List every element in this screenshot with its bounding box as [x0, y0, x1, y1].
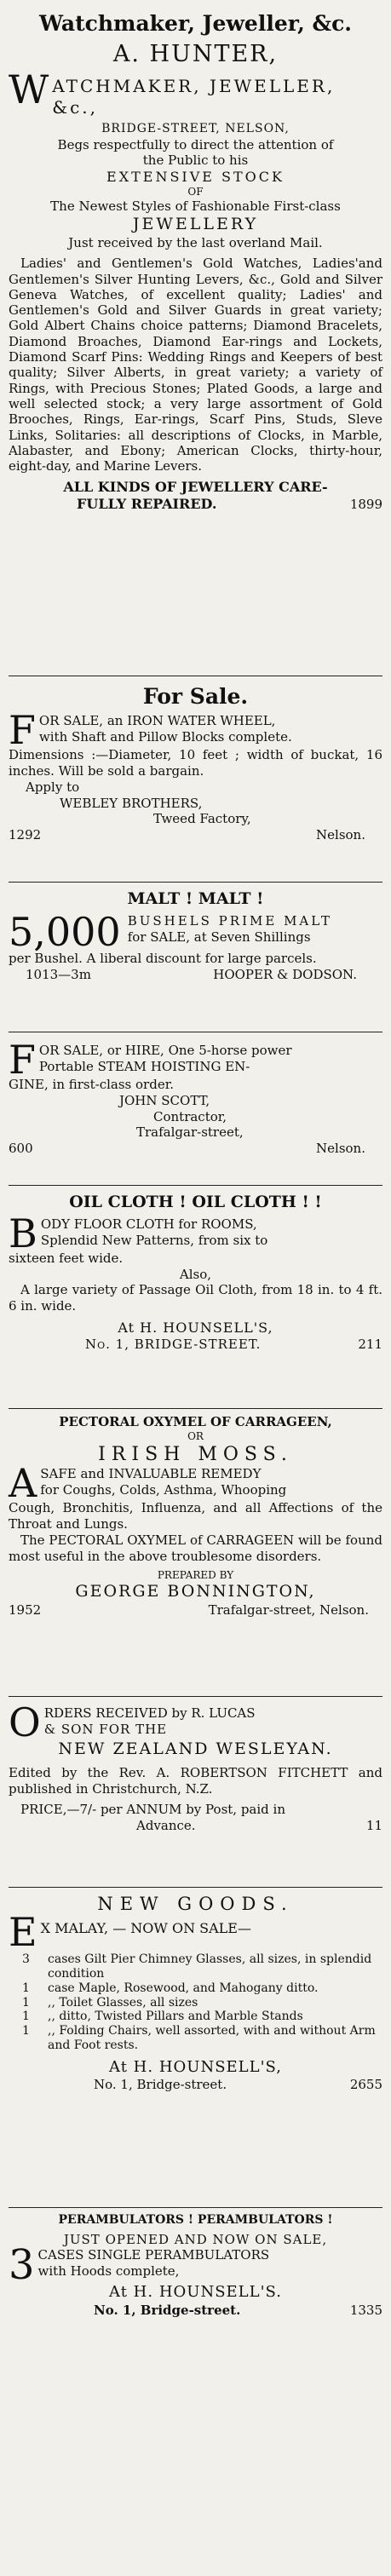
cloth-lines [9, 1210, 382, 1256]
cloth-body: A large variety of Passage Oil Cloth, from 18 in. to 4 ft. 6 in. wide. [9, 1282, 382, 1314]
engine-line-1: OR SALE, or HIRE, One 5-horse power [38, 1043, 292, 1058]
goods-quantity: 1 [22, 1981, 30, 1995]
chemist-name: GEORGE BONNINGTON, [75, 1582, 316, 1601]
advert-heading: OIL CLOTH ! OIL CLOTH ! ! [69, 1193, 322, 1211]
also-word: Also, [179, 1266, 212, 1282]
remedy-line-2: for Coughs, Colds, Asthma, Whooping [40, 1482, 287, 1498]
seller-line: At H. HOUNSELL'S, [118, 1319, 273, 1336]
dimensions-text: Dimensions :—Diameter, 10 feet ; width of buckat, 16 inches. Will be sold a bargain. [9, 747, 382, 779]
goods-item [22, 1981, 382, 1996]
address-row [9, 2077, 382, 2093]
drop-cap: W [9, 66, 49, 112]
goods-item [22, 2010, 382, 2024]
advert-heading: Watchmaker, Jeweller, &c. [38, 11, 352, 36]
advert-heading: PERAMBULATORS ! PERAMBULATORS ! [58, 2213, 333, 2227]
drop-cap: F [9, 707, 36, 754]
advert-steam-engine [9, 1032, 382, 1186]
cloth-line-2: Splendid New Patterns, from six to [40, 1232, 268, 1248]
of-word: OF [187, 186, 204, 198]
advance-word: Advance. [136, 1818, 196, 1833]
number-row [9, 967, 382, 983]
publication-title: NEW ZEALAND WESLEYAN. [58, 1739, 333, 1758]
goods-description: case Maple, Rosewood, and Mahogany ditto. [48, 1981, 319, 1995]
advert-nz-wesleyan [9, 1697, 382, 1888]
advert-irish-moss [9, 1409, 382, 1697]
remedy-line-1: SAFE and INVALUABLE REMEDY [40, 1466, 262, 1482]
drop-cap: E [9, 1909, 37, 1956]
seller-address: No. 1, Bridge-street. [94, 2077, 227, 2093]
goods-quantity: 1 [22, 2024, 30, 2038]
engine-lines [9, 1037, 382, 1083]
big-number: 3 [9, 2241, 35, 2290]
contact-title: Contractor, [153, 1108, 227, 1124]
advert-malt [9, 883, 382, 1032]
advertiser-name: HOOPER & DODSON. [213, 966, 357, 982]
extensive-stock: EXTENSIVE STOCK [106, 169, 285, 185]
advert-number: 2655 [349, 2077, 382, 2093]
seller-line: At H. HOUNSELL'S, [109, 2057, 282, 2076]
goods-quantity: 1 [22, 1995, 30, 2010]
cloth-line-1: ODY FLOOR CLOTH for ROOMS, [40, 1216, 257, 1232]
trade-line [9, 66, 382, 118]
intro-line-2: the Public to his [142, 152, 249, 169]
opening-line-1: OR SALE, an IRON WATER WHEEL, [38, 713, 276, 729]
publication-body: Edited by the Rev. A. ROBERTSON FITCHETT and published in Christchurch, N.Z. [9, 1764, 382, 1797]
remedy-body: Cough, Bronchitis, Influenza, and all Affections of the Throat and Lungs. [9, 1500, 382, 1532]
goods-description: ,, ditto, Twisted Pillars and Marble Stands [48, 2010, 303, 2024]
address-row [9, 1337, 382, 1353]
advert-new-goods [9, 1888, 382, 2208]
goods-description: cases Gilt Pier Chimney Glasses, all sizes, in splendid condition [48, 1952, 372, 1981]
contact-town: Nelson. [316, 827, 365, 842]
advert-heading: For Sale. [142, 684, 249, 709]
advert-heading: PECTORAL OXYMEL OF CARRAGEEN, [59, 1414, 332, 1429]
repair-line-2 [9, 496, 382, 513]
advert-number: 11 [365, 1818, 382, 1833]
advert-number: 600 [9, 1141, 33, 1156]
price-line: PRICE,—7/- per ANNUM by Post, paid in [20, 1802, 286, 1818]
opening-line-2: with Shaft and Pillow Blocks complete. [38, 729, 292, 745]
advert-heading: MALT ! MALT ! [127, 889, 264, 908]
contact-name: WEBLEY BROTHERS, [60, 795, 203, 811]
advert-number: 1335 [349, 2302, 382, 2318]
drop-cap: O [9, 1699, 41, 1745]
advert-number: 211 [358, 1336, 382, 1352]
newest-styles: The Newest Styles of Fashionable First-class [50, 198, 341, 214]
orders-line-2: & SON FOR THE [43, 1721, 168, 1737]
address-line: BRIDGE-STREET, NELSON, [101, 122, 290, 135]
malt-line-1: BUSHELS PRIME MALT [127, 912, 333, 929]
remedy-lines [9, 1460, 382, 1507]
trade-text: ATCHMAKER, JEWELLER, &c., [52, 76, 336, 118]
number-row [9, 1602, 382, 1619]
goods-description: ,, Toilet Glasses, all sizes [48, 1995, 198, 2010]
goods-lines [9, 1909, 382, 1956]
stock-list: Ladies' and Gentlemen's Gold Watches, Ladies'and Gentlemen's Silver Hunting Levers, &c., Gold and Silver Geneva Watches, of excellent quality; Ladies' and Gentlemen's Gold and Silver Guards in great variety; Gold Albert Chains choice patterns; Diamond Bracelets, Diamond Broaches, Diamond Ear-rings and Lockets, Diamond Scarf Pins: Wedding Rings and Keepers of best quality; Silver Alberts, in great variety; a variety of Rings, with Precious Stones; Plated Goods, a large and well selected stock; a very large assortment of Gold Brooches, Rings, Ear-rings, Scarf Pins, Studs, Sleve Links, Solitaries: all descriptions of Clocks, in Marble, Alabaster, and Ebony; American Clocks, thirty-hour, eight-day, and Marine Levers. [9, 256, 382, 474]
goods-item [22, 2024, 382, 2053]
address-row [9, 2303, 382, 2319]
goods-quantity: 1 [22, 2010, 30, 2024]
cloth-line-3: sixteen feet wide. [9, 1250, 124, 1266]
malt-line-2: for SALE, at Seven Shillings [127, 929, 311, 945]
jewellery-heading: JEWELLERY [132, 214, 259, 233]
big-number: 5,000 [9, 908, 121, 955]
drop-cap: F [9, 1037, 36, 1083]
opening-lines [9, 707, 382, 754]
advert-heading: NEW GOODS. [97, 1894, 294, 1914]
advert-number: 1952 [9, 1602, 42, 1618]
advert-water-wheel [9, 676, 382, 883]
goods-item [22, 1952, 382, 1981]
advert-number: 1899 [349, 497, 382, 513]
repair-line-1: ALL KINDS OF JEWELLERY CARE- [63, 479, 328, 496]
drop-cap: A [9, 1460, 37, 1507]
goods-list [9, 1952, 382, 2053]
contact-name: JOHN SCOTT, [119, 1092, 210, 1108]
advertiser-name: A. HUNTER, [112, 41, 279, 68]
product-title: IRISH MOSS. [98, 1443, 293, 1465]
goods-line-1: X MALAY, — NOW ON SALE— [40, 1920, 251, 1937]
engine-line-3: GINE, in first-class order. [9, 1077, 174, 1092]
repair-text: FULLY REPAIRED. [77, 496, 217, 513]
apply-to: Apply to [26, 779, 80, 795]
contact-town: Nelson. [316, 1141, 365, 1156]
malt-lines [9, 908, 382, 955]
peram-lines [9, 2241, 382, 2290]
engine-line-2: Portable STEAM HOISTING EN- [38, 1058, 250, 1074]
seller-address: No. 1, Bridge-street. [94, 2302, 241, 2318]
orders-lines [9, 1699, 382, 1745]
received-line: Just received by the last overland Mail. [68, 234, 323, 250]
goods-quantity: 3 [22, 1952, 30, 1967]
advert-number: 1013—3m [26, 966, 91, 982]
seller-line: At H. HOUNSELL'S. [109, 2283, 282, 2302]
orders-line-1: RDERS RECEIVED by R. LUCAS [43, 1705, 256, 1721]
advert-perambulators [9, 2208, 382, 2344]
contact-place: Tweed Factory, [153, 811, 251, 827]
malt-body: per Bushel. A liberal discount for large parcels. [9, 950, 317, 966]
advert-oil-cloth [9, 1186, 382, 1409]
prepared-by: PREPARED BY [157, 1569, 234, 1582]
intro-line-1: Begs respectfully to direct the attention of [57, 136, 334, 152]
goods-description: ,, Folding Chairs, well assorted, with and without Arm and Foot rests. [48, 2024, 376, 2053]
number-row [9, 827, 382, 843]
seller-address: No. 1, BRIDGE-STREET. [85, 1336, 262, 1352]
number-row [9, 1141, 382, 1157]
advance-row [9, 1818, 382, 1834]
or-word: OR [187, 1429, 204, 1442]
advert-hunter-watchmaker [9, 3, 382, 676]
contact-street: Trafalgar-street, [136, 1124, 244, 1141]
drop-cap: B [9, 1210, 37, 1256]
remedy-body-2: The PECTORAL OXYMEL of CARRAGEEN will be found most useful in the above troublesome disorders. [9, 1532, 382, 1564]
peram-line-3: with Hoods complete, [37, 2263, 180, 2279]
opened-line: JUST OPENED AND NOW ON SALE, [63, 2231, 328, 2247]
goods-item [22, 1996, 382, 2010]
chemist-address: Trafalgar-street, Nelson. [208, 1602, 369, 1618]
advert-number: 1292 [9, 827, 42, 842]
peram-line-2: CASES SINGLE PERAMBULATORS [37, 2247, 270, 2263]
